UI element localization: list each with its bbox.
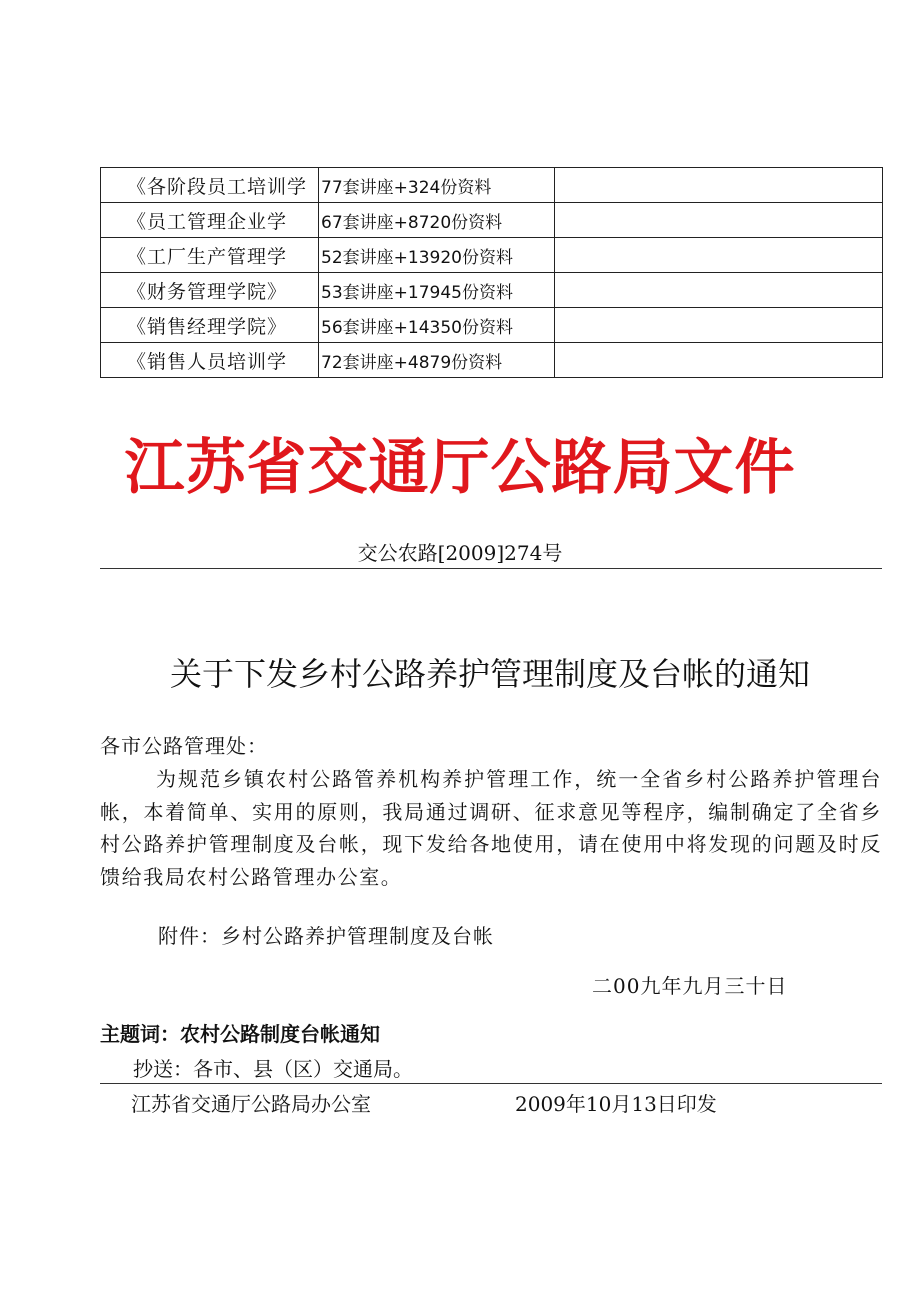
course-desc: 67套讲座+8720份资料 [319,203,555,238]
course-desc: 52套讲座+13920份资料 [319,238,555,273]
table-row [101,308,883,343]
notice-date: 二00九年九月三十日 [592,974,788,998]
course-desc: 72套讲座+4879份资料 [319,343,555,378]
attachment-line: 附件：乡村公路养护管理制度及台帐 [158,924,494,948]
course-desc: 77套讲座+324份资料 [319,168,555,203]
salutation: 各市公路管理处： [100,734,268,758]
notice-title: 关于下发乡村公路养护管理制度及台帐的通知 [169,655,810,693]
table-row [101,273,883,308]
table-row [101,203,883,238]
course-extra [555,238,883,273]
course-desc: 56套讲座+14350份资料 [319,308,555,343]
document-header-title: 江苏省交通厅公路局文件 [124,433,796,503]
subject-keywords: 主题词：农村公路制度台帐通知 [100,1022,380,1046]
table-row [101,343,883,378]
issuing-office: 江苏省交通厅公路局办公室 [131,1092,371,1116]
course-extra [555,308,883,343]
table-row [101,168,883,203]
course-name: 《销售经理学院》 [101,308,319,343]
course-name: 《工厂生产管理学 [101,238,319,273]
issue-date: 2009年10月13日印发 [515,1092,717,1116]
course-name: 《财务管理学院》 [101,273,319,308]
course-extra [555,273,883,308]
course-extra [555,168,883,203]
notice-body: 为规范乡镇农村公路管养机构养护管理工作，统一全省乡村公路养护管理台帐，本着简单、实用的原则，我局通过调研、征求意见等程序，编制确定了全省乡村公路养护管理制度及台帐，现下发给各地使用，请在使用中将发现的问题及时反馈给我局农村公路管理办公室。 [100,767,882,889]
course-desc: 53套讲座+17945份资料 [319,273,555,308]
document-number: 交公农路[2009]274号 [357,541,563,565]
course-extra [555,343,883,378]
header-divider [100,568,882,569]
footer-divider [100,1083,882,1084]
course-table [100,167,883,378]
course-name: 《销售人员培训学 [101,343,319,378]
table-row [101,238,883,273]
course-extra [555,203,883,238]
course-name: 《员工管理企业学 [101,203,319,238]
cc-line: 抄送：各市、县（区）交通局。 [100,1055,440,1084]
course-name: 《各阶段员工培训学 [101,168,319,203]
